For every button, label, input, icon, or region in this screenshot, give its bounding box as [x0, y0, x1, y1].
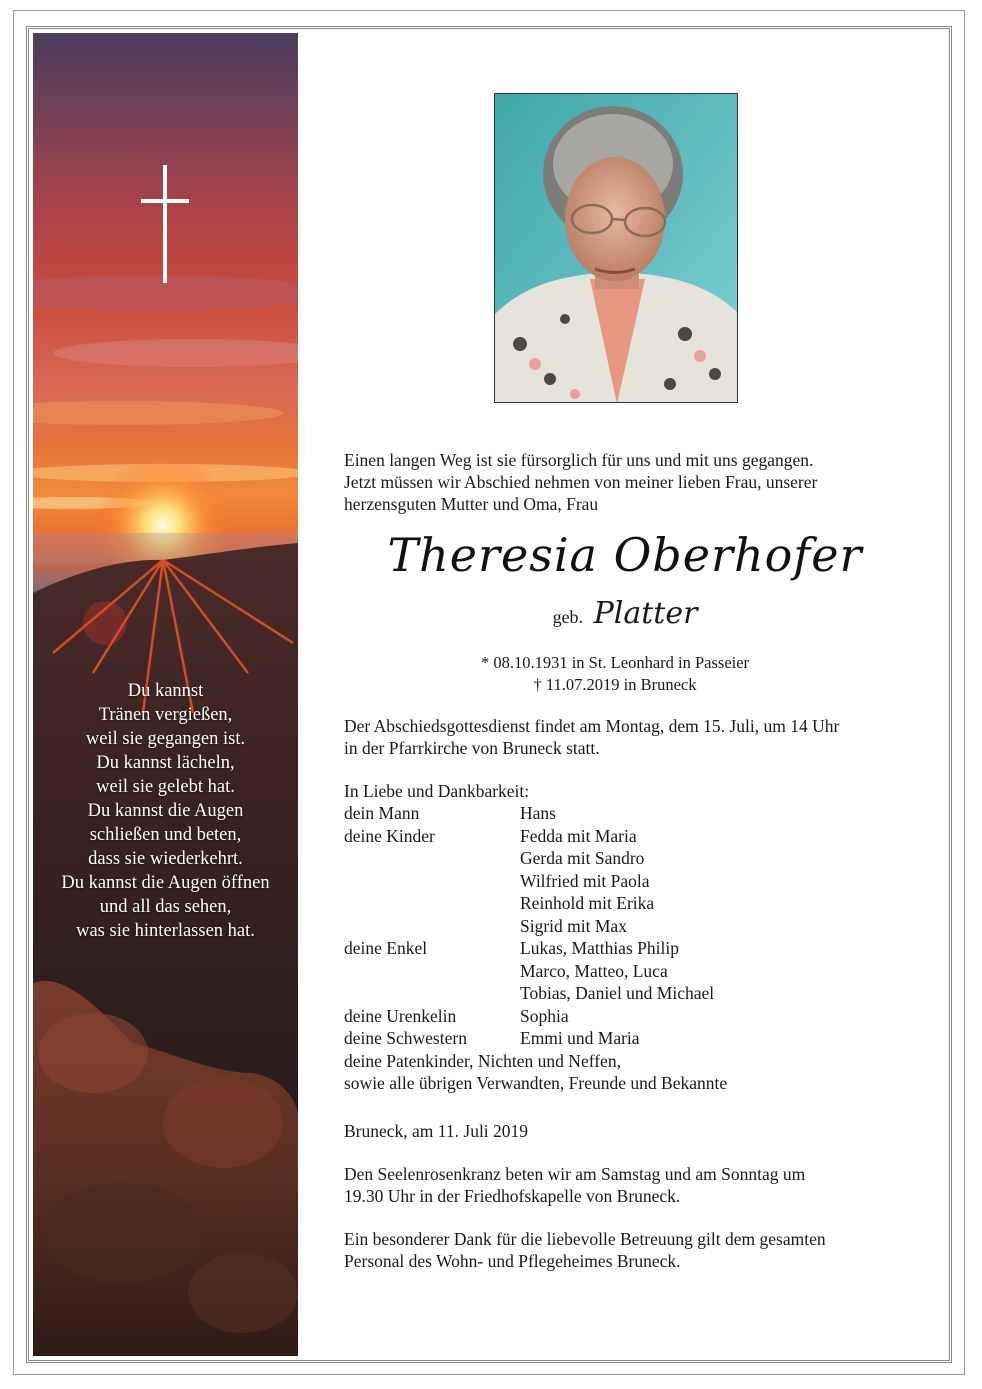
birth-date: * 08.10.1931 in St. Leonhard in Passeier: [480, 653, 750, 672]
family-relation: deine Enkel: [344, 938, 428, 958]
cross-icon: [141, 165, 191, 285]
poem-line: schließen und beten,: [89, 825, 242, 845]
poem-line: dass sie wiederkehrt.: [88, 849, 243, 869]
rosary-line: 19.30 Uhr in der Friedhofskapelle von Bruneck.: [344, 1186, 681, 1206]
family-relation: sowie alle übrigen Verwandten, Freunde und Bekannte: [344, 1073, 728, 1093]
maiden-surname: Platter: [593, 596, 698, 631]
family-names: Wilfried mit Paola: [520, 870, 650, 891]
family-names: Marco, Matteo, Luca: [520, 960, 668, 981]
rosary-line: Den Seelenrosenkranz beten wir am Samstag und am Sonntag um: [344, 1164, 806, 1184]
family-relation: deine Schwestern: [344, 1028, 467, 1048]
family-names: Emmi und Maria: [520, 1028, 640, 1048]
family-names: Gerda mit Sandro: [520, 848, 645, 868]
gratitude-line: Personal des Wohn- und Pflegeheimes Bruneck.: [344, 1251, 681, 1271]
family-relation: deine Patenkinder, Nichten und Neffen,: [344, 1050, 621, 1071]
intro-line: herzensguten Mutter und Oma, Frau: [344, 494, 599, 514]
poem-line: Du kannst die Augen öffnen: [61, 873, 270, 893]
life-dates: [300, 652, 930, 696]
poem-line: Tränen vergießen,: [98, 705, 233, 725]
poem-line: weil sie gelebt hat.: [96, 777, 235, 797]
family-names: Tobias, Daniel und Michael: [520, 983, 715, 1003]
family-names: Sigrid mit Max: [520, 915, 627, 936]
family-relation: deine Kinder: [344, 825, 435, 846]
rosary-info: [344, 1163, 889, 1207]
place-date: Bruneck, am 11. Juli 2019: [344, 1121, 529, 1141]
intro-line: Jetzt müssen wir Abschied nehmen von meiner lieben Frau, unserer: [344, 472, 818, 492]
poem-line: Du kannst: [127, 681, 204, 701]
deceased-name: Theresia Oberhofer: [387, 528, 863, 582]
poem-line: weil sie gegangen ist.: [85, 729, 246, 749]
maiden-name: [300, 596, 950, 631]
death-date: † 11.07.2019 in Bruneck: [533, 675, 697, 694]
service-line: in der Pfarrkirche von Bruneck statt.: [344, 738, 600, 758]
maiden-prefix: geb.: [552, 607, 584, 627]
poem-line: Du kannst die Augen: [87, 801, 244, 821]
family-relation: deine Urenkelin: [344, 1005, 457, 1026]
gratitude-line: Ein besonderer Dank für die liebevolle Betreuung gilt dem gesamten: [344, 1229, 826, 1249]
thanks-heading: In Liebe und Dankbarkeit:: [344, 781, 530, 801]
poem-line: was sie hinterlassen hat.: [76, 921, 255, 941]
poem-line: und all das sehen,: [99, 897, 232, 917]
portrait-photo: [494, 93, 738, 403]
service-info: [344, 715, 889, 759]
family-names: Fedda mit Maria: [520, 825, 637, 846]
poem: [33, 679, 298, 943]
family-names: Sophia: [520, 1005, 569, 1026]
service-line: Der Abschiedsgottesdienst findet am Montag, dem 15. Juli, um 14 Uhr: [344, 716, 840, 736]
family-names: Reinhold mit Erika: [520, 893, 655, 913]
intro-line: Einen langen Weg ist sie fürsorglich für uns und mit uns gegangen.: [344, 450, 814, 470]
gratitude-note: [344, 1228, 889, 1272]
family-names: Lukas, Matthias Philip: [520, 938, 679, 958]
intro-text: [344, 449, 889, 515]
family-names: Hans: [520, 803, 556, 823]
sunset-panel: [33, 33, 298, 1356]
family-relation: dein Mann: [344, 803, 420, 823]
poem-line: Du kannst lächeln,: [96, 753, 235, 773]
